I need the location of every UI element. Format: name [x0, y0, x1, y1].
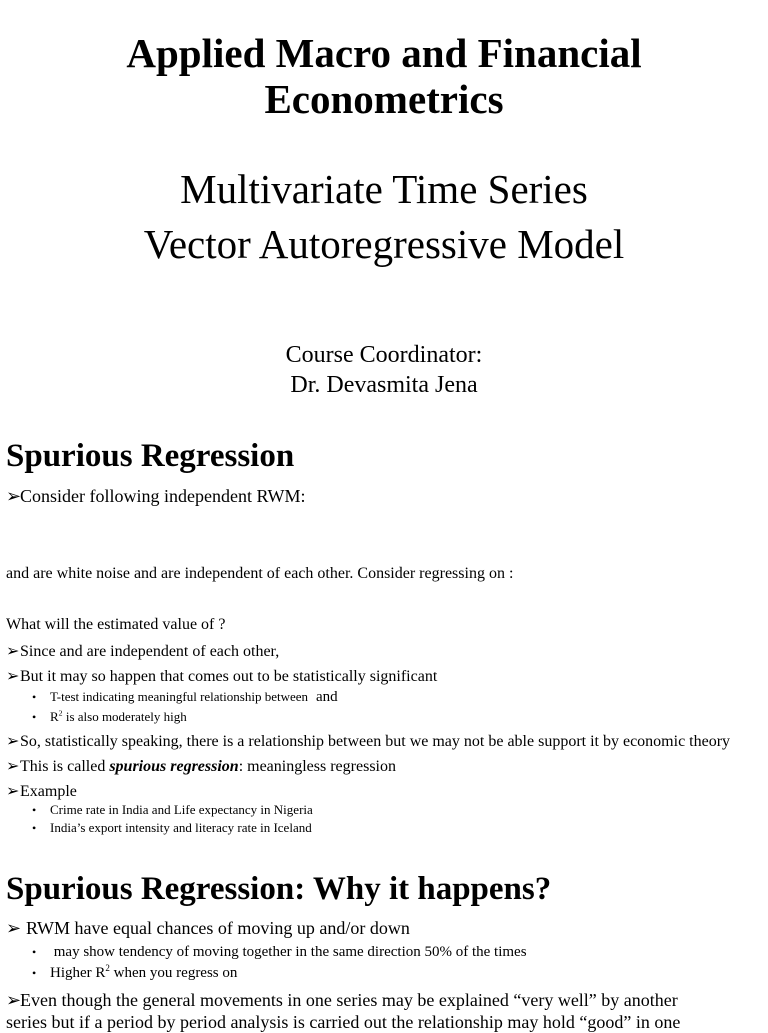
bullet-rwm: [6, 486, 305, 507]
bullet-statistically: [6, 731, 730, 751]
dot-bullet-icon: •: [32, 690, 37, 704]
higher-superscript: 2: [105, 963, 110, 973]
bullet-text: RWM have equal chances of moving up and/or down: [26, 918, 410, 938]
arrow-bullet-icon: ➢: [6, 731, 20, 750]
coordinator-name: Dr. Devasmita Jena: [290, 372, 478, 398]
arrow-bullet-icon: ➢: [6, 781, 20, 800]
sub-bullet-text: T-test indicating meaningful relationship between: [50, 689, 309, 704]
dot-bullet-icon: •: [32, 966, 37, 980]
subtitle-line-1: Multivariate Time Series: [180, 166, 588, 212]
called-suffix: : meaningless regression: [238, 758, 396, 775]
called-term: spurious regression: [109, 758, 239, 775]
example-text: India’s export intensity and literacy rate in Iceland: [50, 820, 312, 835]
sub-bullet-ttest: [32, 688, 338, 706]
white-noise-text: and are white noise and are independent of each other. Consider regressing on :: [6, 565, 514, 582]
sub-bullet-higher-r2: [32, 965, 237, 982]
sub-bullet-r2: [32, 709, 187, 725]
r2-prefix: R: [50, 709, 59, 724]
r2-suffix: is also moderately high: [62, 709, 187, 724]
subtitle-line-2: Vector Autoregressive Model: [143, 221, 625, 267]
bullet-example: [6, 781, 77, 801]
coordinator-label: Course Coordinator:: [285, 342, 483, 368]
dot-bullet-icon: •: [32, 821, 37, 835]
bullet-rwm-equal: [6, 918, 410, 939]
bullet-significant: [6, 666, 437, 686]
bullet-even-though-cont: series but if a period by period analysis is carried out the relationship may hold “good” in one: [6, 1012, 681, 1032]
r2-superscript: 2: [58, 708, 63, 718]
arrow-bullet-icon: ➢: [6, 990, 22, 1011]
example-item-2: [32, 820, 312, 836]
arrow-bullet-icon: ➢: [6, 666, 20, 685]
bullet-called: [6, 756, 396, 776]
arrow-bullet-icon: ➢: [6, 641, 20, 660]
example-item-1: [32, 802, 313, 818]
bullet-text: So, statistically speaking, there is a relationship between but we may not be able support it by economic theory: [20, 733, 731, 750]
arrow-bullet-icon: ➢: [6, 756, 20, 775]
higher-prefix: Higher R: [50, 965, 106, 981]
bullet-text: Consider following independent RWM:: [20, 486, 306, 506]
dot-bullet-icon: •: [32, 945, 37, 959]
question-text: What will the estimated value of ?: [6, 616, 226, 633]
higher-suffix: when you regress on: [109, 965, 238, 981]
bullet-since: [6, 641, 279, 661]
bullet-text: Example: [20, 783, 77, 800]
title-line-2: Econometrics: [264, 76, 504, 122]
slide3-heading: Spurious Regression: Why it happens?: [6, 871, 552, 907]
called-prefix: This is called: [20, 758, 110, 775]
bullet-text: Even though the general movements in one series may be explained “very well” by another: [20, 990, 678, 1010]
bullet-text: Since and are independent of each other,: [20, 643, 280, 660]
sub-bullet-and: and: [316, 689, 338, 705]
arrow-bullet-icon: ➢: [6, 486, 22, 507]
bullet-text: But it may so happen that comes out to be statistically significant: [20, 668, 438, 685]
slide2-heading: Spurious Regression: [6, 438, 295, 474]
title-line-1: Applied Macro and Financial: [126, 30, 642, 76]
example-text: Crime rate in India and Life expectancy in Nigeria: [50, 802, 313, 817]
bullet-even-though: [6, 990, 678, 1011]
dot-bullet-icon: •: [32, 710, 37, 724]
dot-bullet-icon: •: [32, 803, 37, 817]
sub-bullet-tendency: [32, 944, 527, 961]
arrow-bullet-icon: ➢: [6, 918, 22, 939]
sub-bullet-text: may show tendency of moving together in the same direction 50% of the times: [50, 944, 527, 960]
